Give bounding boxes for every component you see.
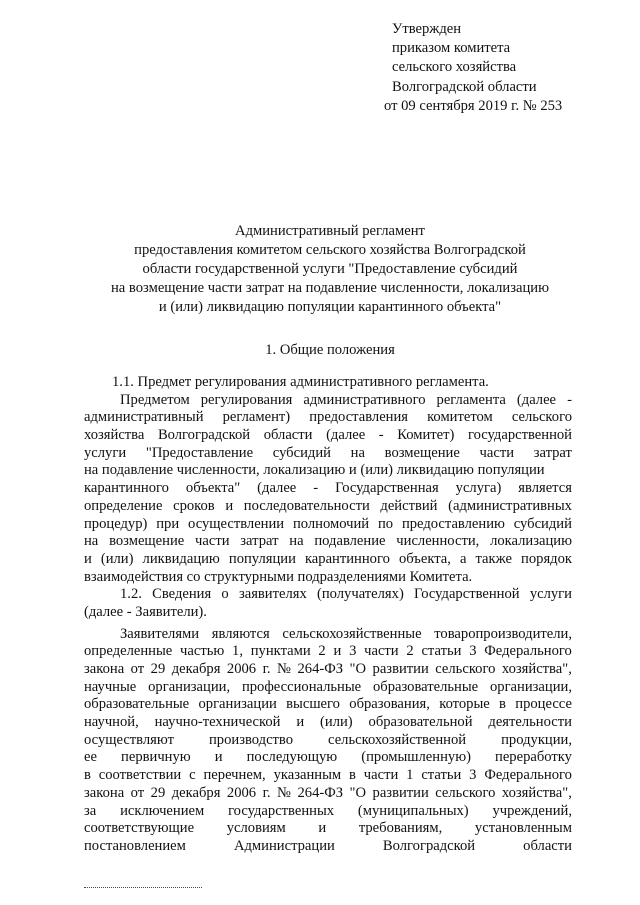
word: 1.2. [120,586,142,603]
paragraph-applicants [84,626,572,856]
word: (или) [100,550,134,567]
word: процедур) [84,515,148,532]
word: пунктами [250,643,311,660]
word: статьи [421,643,462,660]
text-line [84,374,572,392]
word: и [214,749,223,766]
word: образовательной [368,714,473,731]
word: закона [84,784,125,801]
word: предоставления [309,409,408,426]
word: организации [198,696,277,713]
word: (промышленную) [361,749,471,766]
word: деятельности [488,714,572,731]
word: исключением [120,802,205,819]
word: подавление [314,533,386,550]
word: карантинного [84,480,169,497]
word: высшего [286,696,340,713]
approval-line: сельского хозяйства [392,59,517,76]
word: карантинного [304,550,390,567]
text-line [84,661,572,679]
word: является [518,480,572,497]
word: в [499,696,506,713]
word: 2 [318,643,326,660]
word: Комитет) [397,427,455,444]
word: субсидий [272,444,331,461]
word: 2006 [226,661,257,677]
word: научные [84,678,137,695]
word: возмещение [384,444,460,461]
word: государственной [467,427,572,444]
approval-line: Утвержден [392,21,462,37]
title-line: и (или) ликвидацию популяции карантинного объекта" [158,299,502,315]
word: 3 [469,643,477,660]
word: объекта, [398,550,451,567]
section-heading: 1. Общие положения [265,342,395,358]
title-line: Административный регламент [235,223,425,239]
word: от [130,784,145,801]
word: 29 [150,784,166,801]
word: соответствии [98,767,182,784]
word: 1 [406,767,414,784]
word: Заявителями [120,625,200,642]
word: хозяйства", [501,661,572,677]
word: являются [211,625,270,642]
word: установленным [474,820,572,837]
document-body [84,374,572,856]
paragraph-1-2 [84,586,572,621]
word: комитетом [427,409,493,426]
word: перечнем, [203,767,266,784]
word: продукции, [501,731,572,748]
text-line [84,480,572,498]
text-line [84,679,572,697]
word: Федерального [484,767,572,784]
word: требованиям, [358,820,443,837]
word: закона [84,661,125,677]
word: государственных [228,802,335,819]
word: ликвидацию [142,550,220,567]
word: предоставлению [401,515,505,532]
word: 3 [349,643,357,660]
word: и [84,550,92,567]
text-line [84,626,572,644]
text-line [84,409,572,427]
word: декабря [171,784,221,801]
word: а [459,550,467,567]
word: образовательные [84,696,190,713]
word: процессе [515,696,572,713]
word: осуществляют [84,731,174,748]
word: учреждений, [492,802,572,819]
approval-line: Волгоградской области [392,78,537,95]
word: 264-ФЗ [297,661,344,677]
word: первичную [121,749,191,766]
word: численности, [396,533,480,550]
word: (административных [448,497,572,514]
text-line [84,498,572,516]
word: возмещение [109,533,185,550]
text-line [84,569,572,587]
text-line [84,767,572,785]
word: производство [209,731,294,748]
word: хозяйства [84,427,145,444]
word: популяции [228,550,296,567]
word: с [189,767,196,784]
word: в [349,767,356,784]
approval-line: приказом комитета [392,40,511,57]
word: г. [262,661,271,677]
word: определение [84,497,163,514]
word: заявителях [238,586,307,603]
word: Государственной [414,586,520,603]
paragraph-subject [84,392,572,587]
word: части [364,643,399,660]
word: Федерального [484,643,572,660]
word: условиям [226,820,286,837]
word: взаимодействия со структурными подразделениями Комитета. [84,568,473,585]
word: - [567,391,572,408]
word: услуга) [455,480,502,497]
word: "О [349,661,367,677]
word: (получателях) [317,586,404,603]
word: на [84,533,99,550]
word: регулирования [200,391,293,408]
word: части [363,767,399,784]
word: (или) [320,714,353,731]
word: товаропроизводители, [434,625,572,642]
text-line [84,838,572,856]
text-line [84,516,572,534]
paragraph-1-1 [84,374,572,392]
word: образовательные [372,678,479,695]
text-line [84,586,572,604]
word: ее [84,749,97,766]
word: № [277,661,291,677]
word: сельскохозяйственной [328,731,467,748]
word: административного [303,391,426,408]
word: № [277,784,291,801]
word: соответствующие [84,820,195,837]
word: на [289,533,304,550]
word: области [523,837,572,854]
word: регламента [436,391,506,408]
text-line [84,803,572,821]
word: (далее [257,480,297,497]
word: и [333,643,342,660]
word: постановлением [84,837,186,854]
word: на подавление численности, локализацию и (или) ликвидацию популяции [84,462,545,479]
word: сельскохозяйственные [282,625,422,642]
word: 2006 [226,784,257,801]
approval-line: от 09 сентября 2019 г. № 253 [384,97,563,114]
text-line [84,785,572,803]
title-line: на возмещение части затрат на подавление численности, локализацию [111,280,549,296]
word: от [130,661,145,677]
word: на [350,444,365,461]
word: осуществлении [188,515,285,532]
word: (далее - Заявители). [84,603,207,620]
text-line [84,749,572,767]
text-line [84,820,572,838]
word: локализацию [490,533,572,550]
word: также [475,550,512,567]
word: декабря [171,661,221,677]
text-line [84,732,572,750]
word: (муниципальных) [357,802,469,819]
word: 3 [469,767,477,784]
word: научной, [84,714,139,731]
word: Сведения [152,586,212,603]
word: административный [84,409,204,426]
word: сельского [435,661,496,677]
word: последующую [246,749,338,766]
word: Администрации [233,837,335,854]
word: части [195,533,230,550]
text-line [84,445,572,463]
word: Волгоградской [382,837,476,854]
word: 29 [150,661,166,677]
word: по [377,515,394,532]
text-line [84,427,572,445]
word: научно-технической [154,714,281,731]
word: части [479,444,515,461]
word: 2 [406,643,414,660]
word: которые [439,696,490,713]
word: Государственная [335,480,439,497]
word: указанным [273,767,342,784]
word: области [263,427,313,444]
word: о [221,586,229,603]
word: в [84,767,91,784]
word: развитии [372,784,429,801]
word: образования, [349,696,430,713]
word: г. [262,784,271,801]
word: статьи [421,767,462,784]
word: услуги [84,444,127,461]
word: организации, [148,678,231,695]
word: Предметом [120,391,190,408]
word: хозяйства", [501,784,572,801]
word: "О [349,784,367,801]
document-title [70,222,590,317]
title-line: предоставления комитетом сельского хозяйства Волгоградской [134,242,526,258]
word: субсидий [513,515,572,532]
word: 264-ФЗ [297,784,344,801]
word: частью [180,643,225,660]
word: Волгоградской [157,427,251,444]
word: затрат [533,444,572,461]
word: затрат [240,533,279,550]
word: развитии [372,661,429,677]
text-line [84,714,572,732]
word: - [313,480,319,497]
word: организации, [489,678,572,695]
word: (далее [516,391,557,408]
word: (далее [326,427,366,444]
word: действий [380,497,438,514]
word: и [296,714,305,731]
word: - [378,427,384,444]
word: и [318,820,327,837]
word: 1, [232,643,243,660]
word: полномочий [292,515,370,532]
word: последовательности [243,497,370,514]
text-line [84,604,572,622]
word: и [225,497,234,514]
title-line: области государственной услуги "Предоставление субсидий [142,261,518,277]
approval-stamp [384,20,562,116]
word: регламент) [222,409,291,426]
text-line [84,533,572,551]
word: определенные [84,643,173,660]
text-line [84,551,572,569]
word: порядок [521,550,572,567]
word: переработку [495,749,572,766]
word: за [84,802,97,819]
footnote-divider [84,887,202,888]
text-line [84,392,572,410]
text-line [84,696,572,714]
text-line [84,643,572,661]
word: при [156,515,180,532]
word: сроков [173,497,215,514]
word: 1.1. Предмет регулирования административного регламента. [112,374,489,390]
word: сельского [435,784,496,801]
word: профессиональные [241,678,362,695]
word: услуги [529,586,572,603]
word: объекта" [185,480,241,497]
word: сельского [511,409,572,426]
text-line [84,462,572,480]
word: "Предоставление [145,444,254,461]
